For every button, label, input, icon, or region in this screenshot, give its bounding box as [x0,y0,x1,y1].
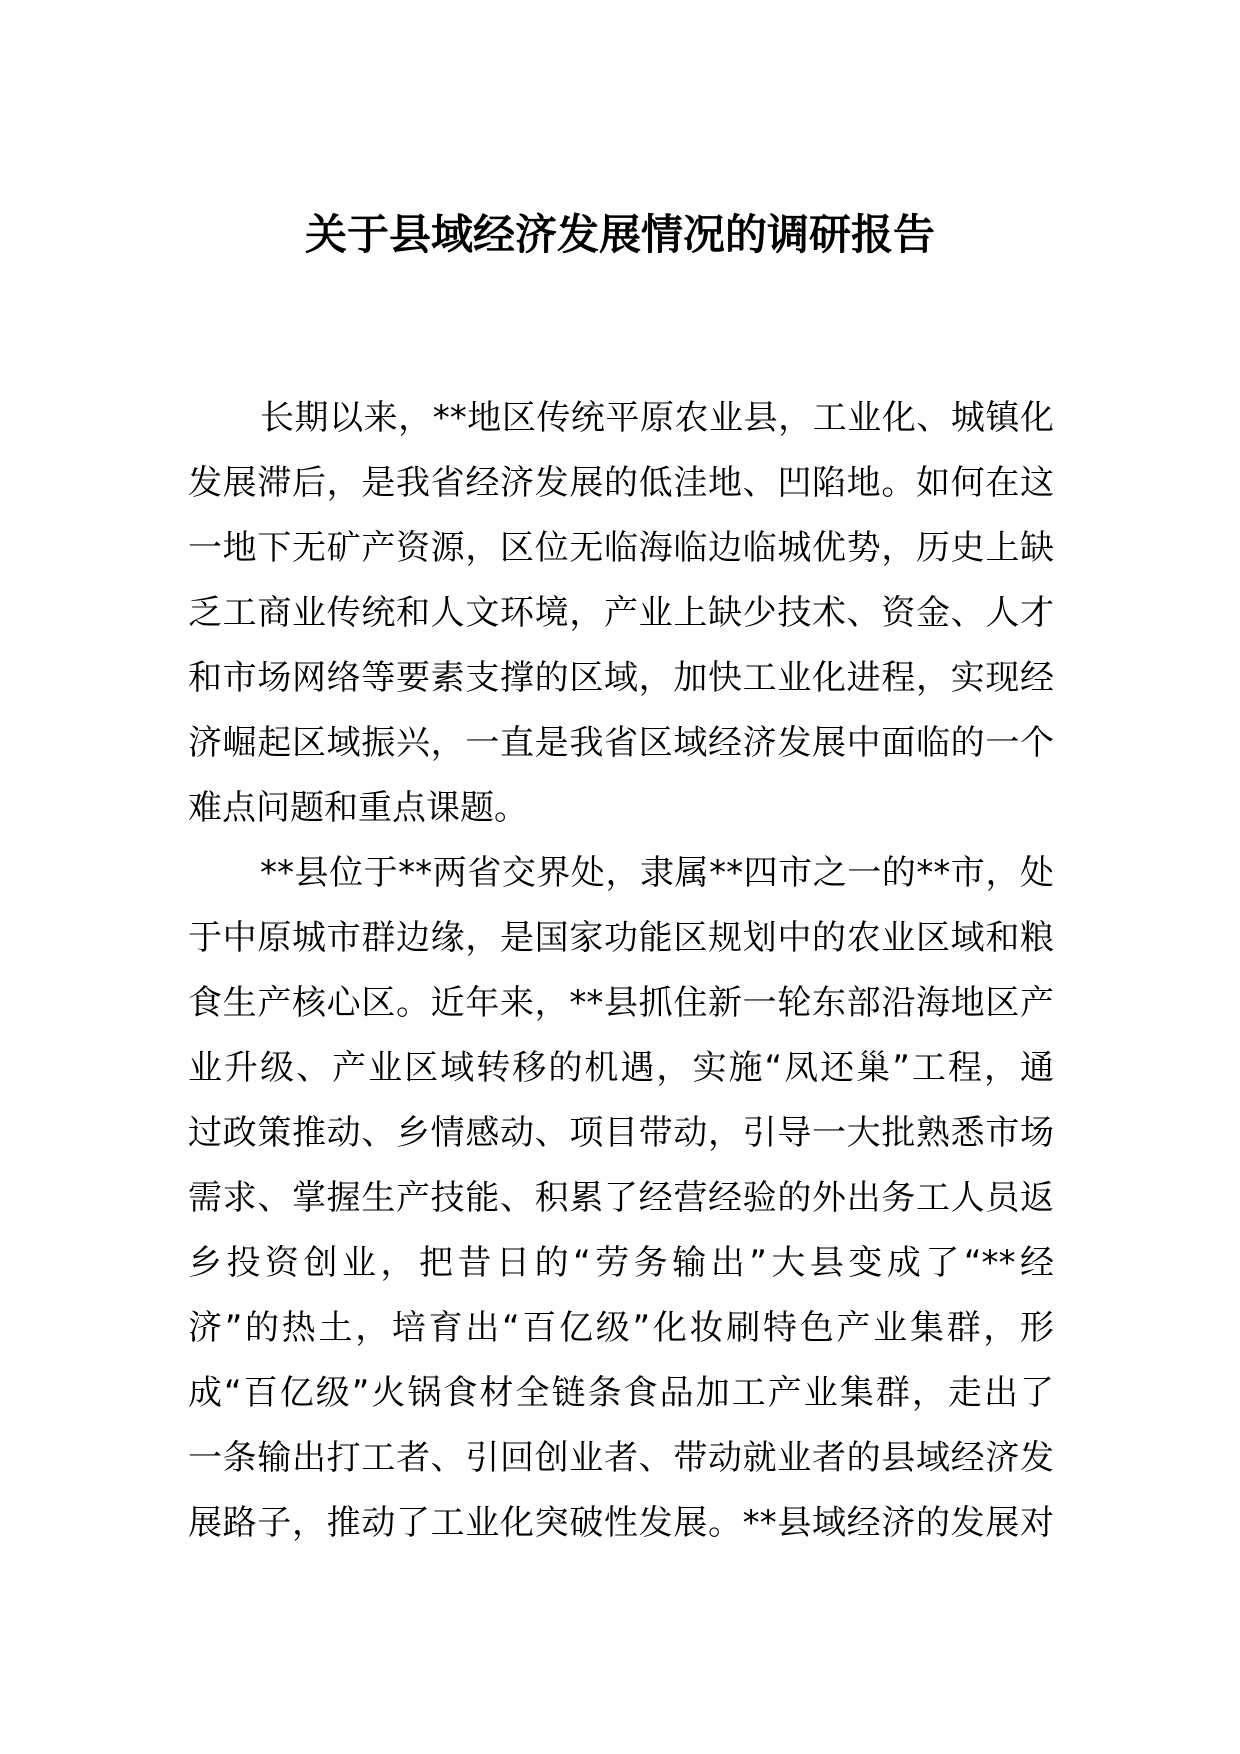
text-line: 业升级、产业区域转移的机遇，实施“凤还巢”工程，通 [188,1048,1054,1088]
text-line: 发展滞后，是我省经济发展的低洼地、凹陷地。如何在这 [188,463,1054,503]
text-line: 需求、掌握生产技能、积累了经营经验的外出务工人员返 [188,1178,1054,1218]
text-line: **县位于**两省交界处，隶属**四市之一的**市，处 [260,853,1054,893]
text-line: 一地下无矿产资源，区位无临海临边临城优势，历史上缺 [188,528,1054,568]
text-line: 成“百亿级”火锅食材全链条食品加工产业集群，走出了 [188,1373,1054,1413]
document-title: 关于县域经济发展情况的调研报告 [304,210,935,259]
text-line: 济崛起区域振兴，一直是我省区域经济发展中面临的一个 [188,723,1054,763]
text-line: 乏工商业传统和人文环境，产业上缺少技术、资金、人才 [188,593,1054,633]
document-body [188,386,1054,1556]
text-line: 于中原城市群边缘，是国家功能区规划中的农业区域和粮 [188,918,1054,958]
text-line: 展路子，推动了工业化突破性发展。**县域经济的发展对 [188,1503,1054,1543]
text-line: 过政策推动、乡情感动、项目带动，引导一大批熟悉市场 [188,1113,1054,1153]
text-line: 食生产核心区。近年来，**县抓住新一轮东部沿海地区产 [188,983,1054,1023]
text-line: 一条输出打工者、引回创业者、带动就业者的县域经济发 [188,1438,1054,1478]
text-line: 难点问题和重点课题。 [188,788,528,828]
text-line: 和市场网络等要素支撑的区域，加快工业化进程，实现经 [188,658,1054,698]
paragraph-2 [188,841,1054,1556]
text-line: 长期以来，**地区传统平原农业县，工业化、城镇化 [260,398,1054,438]
text-line: 济”的热土，培育出“百亿级”化妆刷特色产业集群，形 [188,1308,1054,1348]
paragraph-1 [188,386,1054,841]
text-line: 乡投资创业，把昔日的“劳务输出”大县变成了“**经 [188,1243,1054,1283]
